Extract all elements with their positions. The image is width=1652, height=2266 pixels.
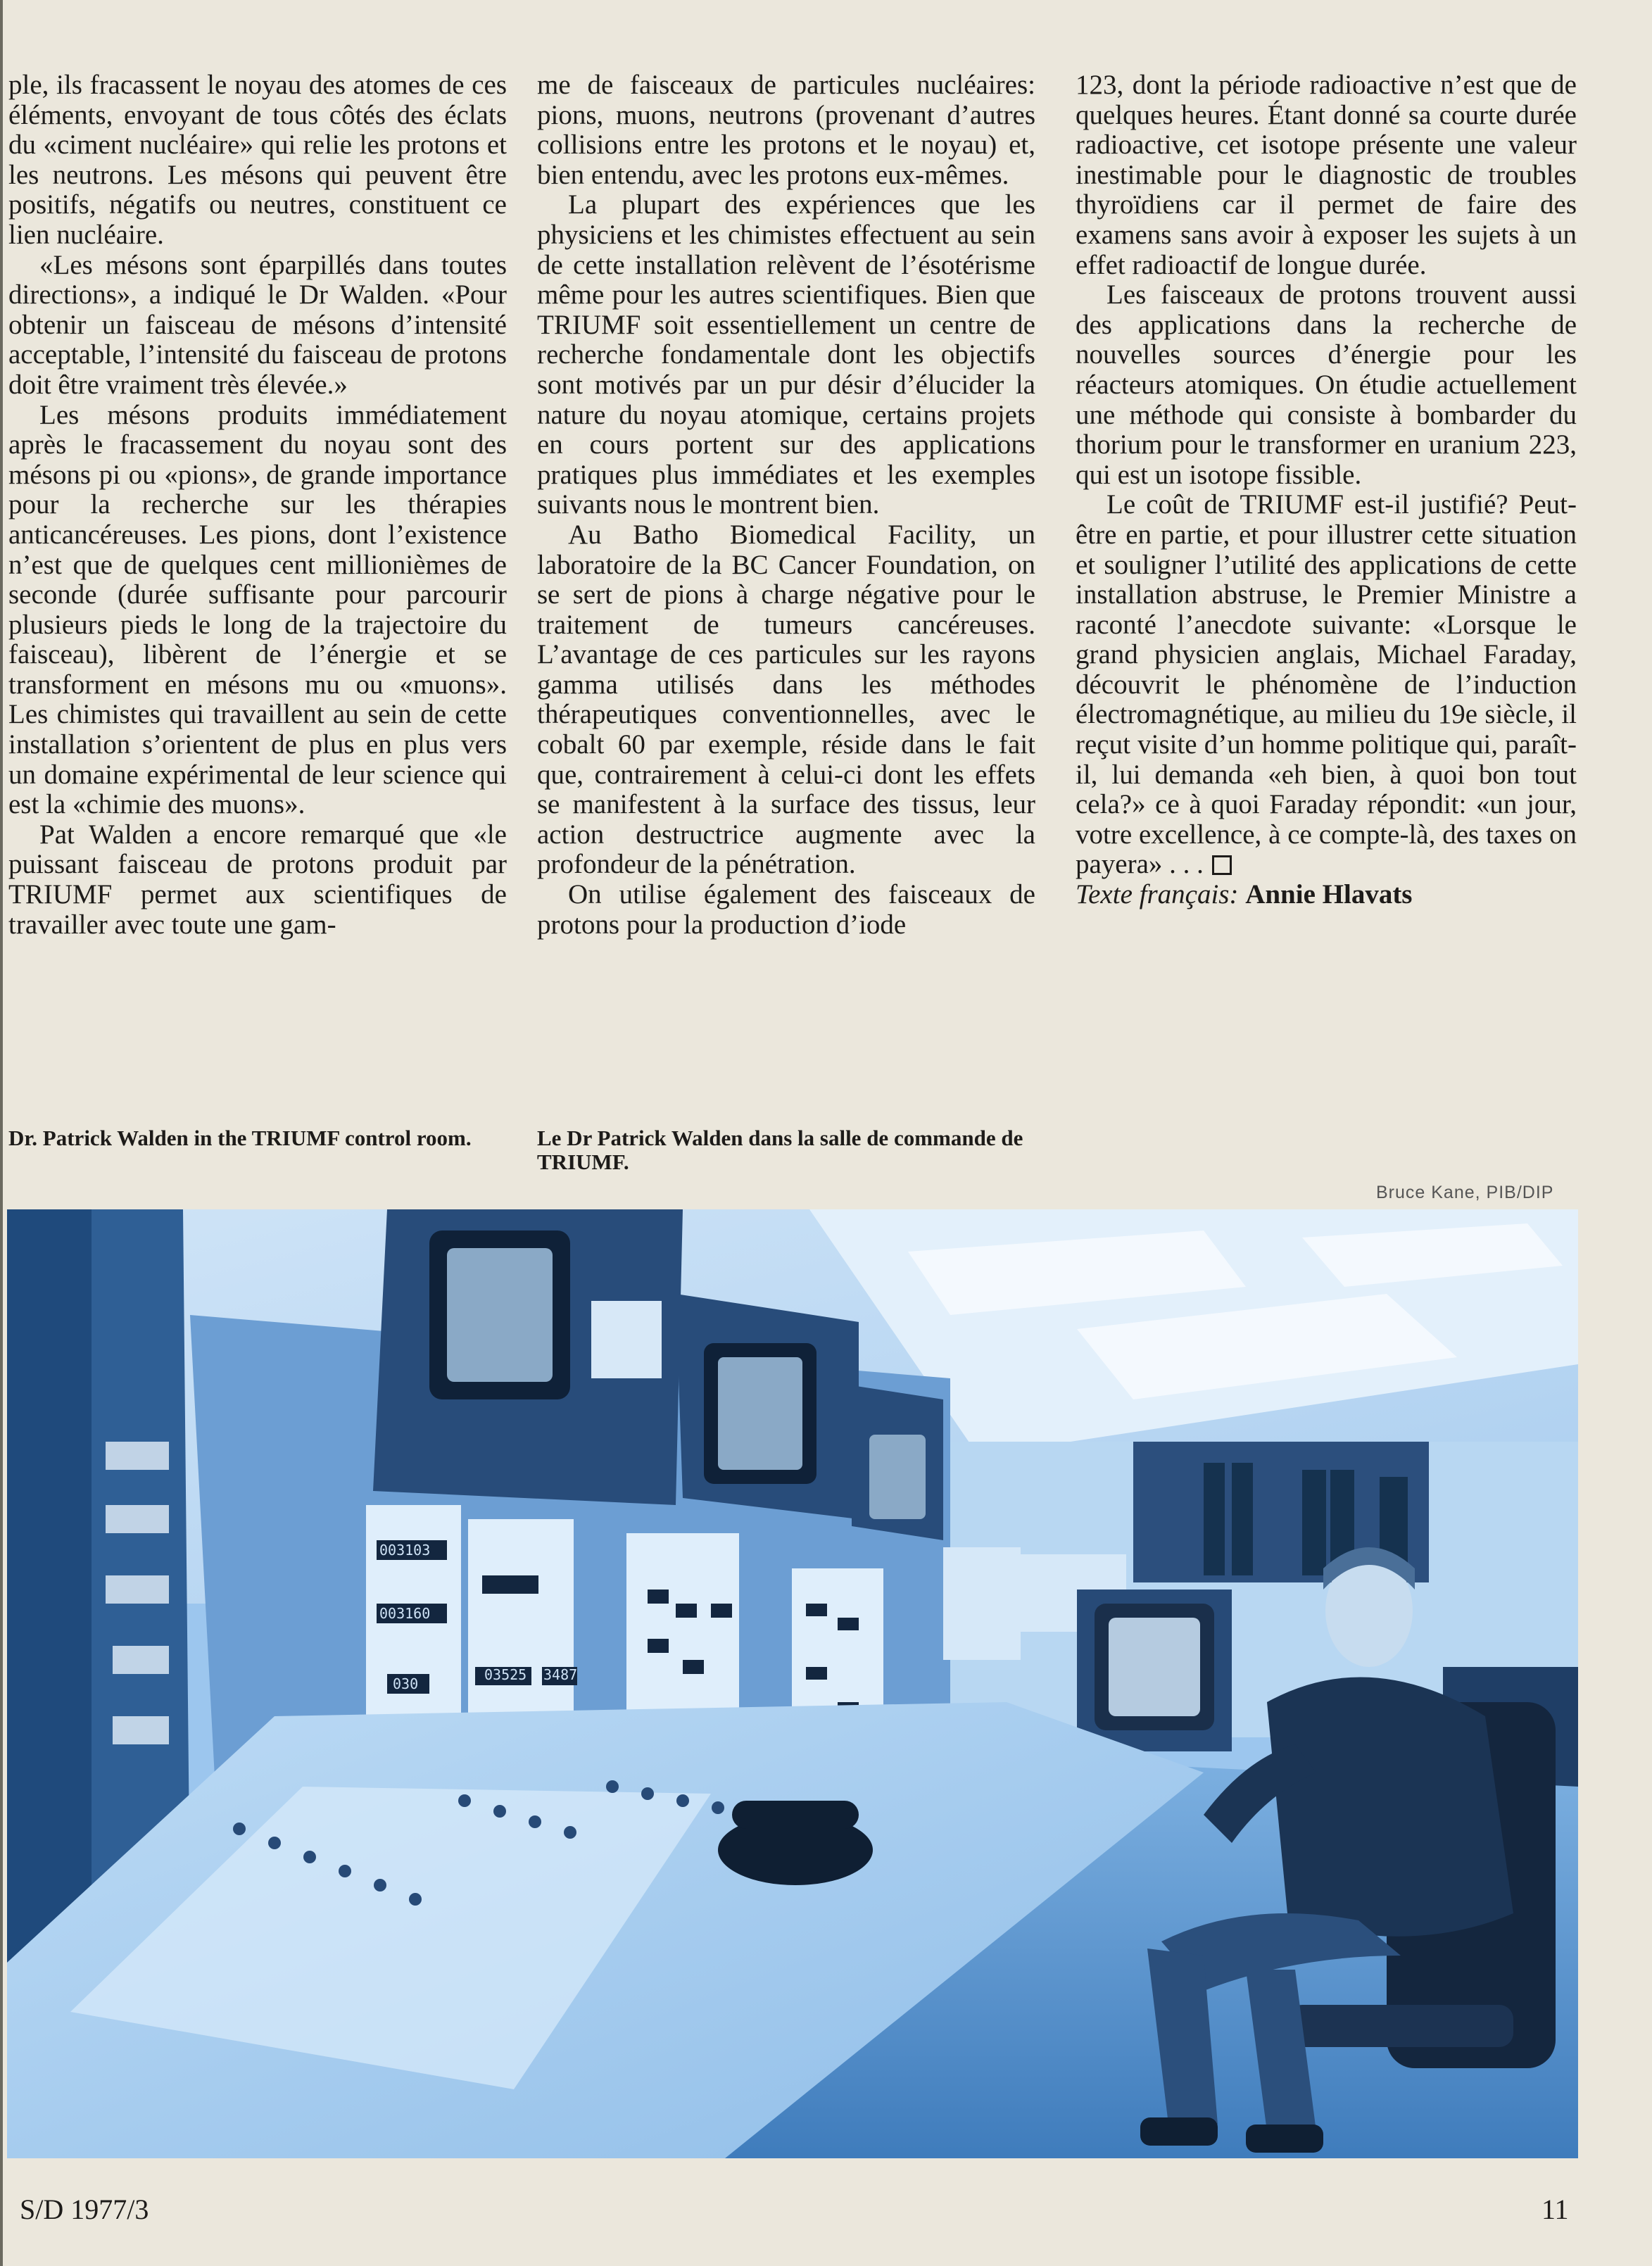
paragraph: On utilise également des faisceaux de protons pour la production d’iode [537, 879, 1035, 940]
panel-readout: 003103 [379, 1542, 431, 1559]
translator-label: Texte français: [1076, 879, 1239, 910]
paragraph: 123, dont la période radioactive n’est que de quelques heures. Étant donné sa courte durée radioactive, cet isotope présente une valeur inestimable pour le diagnostic de troubles thyroïdiens car il permet de faire des examens sans avoir à exposer les sujets à un effet radioactif de longue durée. [1076, 70, 1577, 280]
page-number: 11 [1541, 2193, 1569, 2225]
paragraph: «Les mésons sont éparpillés dans toutes directions», a indiqué le Dr Walden. «Pour obtenir un faisceau de mésons d’intensité acceptable, l’intensité du faisceau de protons doit être vraiment très élevée.» [8, 249, 507, 400]
issue-footer: S/D 1977/3 [20, 2193, 149, 2225]
control-room-photo [7, 1209, 1578, 2158]
paragraph-final [1076, 490, 1577, 880]
paragraph: me de faisceaux de particules nucléaires: pions, muons, neutrons (provenant d’autres collisions entre les protons et le noyau) et, bien entendu, avec les protons eux-mêmes. [537, 70, 1035, 190]
paragraph: Les mésons produits immédiatement après le fracassement du noyau sont des mésons pi ou «pions», de grande importance pour la recherche sur les thérapies anticancéreuses. Les pions, dont l’existence n’est que de quelques cent millionièmes de seconde (durée suffisante pour parcourir plusieurs pieds le long de la trajectoire du faisceau), libèrent de l’énergie et se transforment en mésons mu ou «muons». Les chimistes qui travaillent au sein de cette installation s’orientent de plus en plus vers un domaine expérimental de leur science qui est la «chimie des muons». [8, 399, 507, 820]
photo-credit: Bruce Kane, PIB/DIP [1376, 1183, 1554, 1202]
photo-caption-english: Dr. Patrick Walden in the TRIUMF control room. [8, 1126, 472, 1150]
paragraph: Au Batho Biomedical Facility, un laboratoire de la BC Cancer Foundation, on se sert de pions à charge négative pour le traitement de tumeurs cancéreuses. L’avantage de ces particules sur les rayons gamma utilisés dans les méthodes thérapeutiques conventionnelles, avec le cobalt 60 par exemple, réside dans le fait que, contrairement à celui-ci dont les effets se manifestent à la surface des tissus, leur action destructrice augmente avec la profondeur de la pénétration. [537, 519, 1035, 880]
panel-readout: 03525 [484, 1666, 527, 1683]
text-column-3 [1076, 70, 1577, 910]
panel-readout: 003160 [379, 1605, 431, 1622]
paragraph: Les faisceaux de protons trouvent aussi des applications dans la recherche de nouvelles sources d’énergie pour les réacteurs atomiques. On étudie actuellement une méthode qui consiste à bombarder du thorium pour le transformer en uranium 223, qui est un isotope fissible. [1076, 279, 1577, 490]
panel-readout: 030 [393, 1675, 419, 1692]
text-column-2 [537, 70, 1035, 940]
panel-readout: 3487 [543, 1666, 578, 1683]
paragraph-text: Le coût de TRIUMF est-il justifié? Peut-être en partie, et pour illustrer cette situation et souligner l’utilité des applications de cette installation abstruse, le Premier Ministre a raconté l’anecdote suivante: «Lorsque le grand physicien anglais, Michael Faraday, découvrit le phénomène de l’induction électromagnétique, au milieu du 19e siècle, il reçut visite d’un homme politique qui, paraît-il, lui demanda «eh bien, à quoi bon tout cela?» ce à quoi Faraday répondit: «un jour, votre excellence, à ce compte-là, des taxes on payera» . . . [1076, 489, 1577, 880]
end-of-article-box-icon [1212, 855, 1232, 875]
control-room-illustration [7, 1209, 1578, 2158]
paragraph: La plupart des expériences que les physiciens et les chimistes effectuent au sein de cette installation relèvent de l’ésotérisme même pour les autres scientifiques. Bien que TRIUMF soit essentiellement un centre de recherche fondamentale dont les objectifs sont motivés par un pur désir d’élucider la nature du noyau atomique, certains projets en cours portent sur des applications pratiques plus immédiates et les exemples suivants nous le montrent bien. [537, 189, 1035, 520]
photo-caption-french: Le Dr Patrick Walden dans la salle de commande de TRIUMF. [537, 1126, 1023, 1174]
text-column-1 [8, 70, 507, 940]
translator-credit [1076, 880, 1577, 910]
paragraph: ple, ils fracassent le noyau des atomes de ces éléments, envoyant de tous côtés des éclats du «ciment nucléaire» qui relie les protons et les neutrons. Les mésons qui peuvent être positifs, négatifs ou neutres, constituent ce lien nucléaire. [8, 70, 507, 250]
page-edge [0, 0, 3, 2266]
translator-name: Annie Hlavats [1245, 879, 1413, 910]
paragraph: Pat Walden a encore remarqué que «le puissant faisceau de protons produit par TRIUMF permet aux scientifiques de travailler avec toute une gam- [8, 819, 507, 940]
